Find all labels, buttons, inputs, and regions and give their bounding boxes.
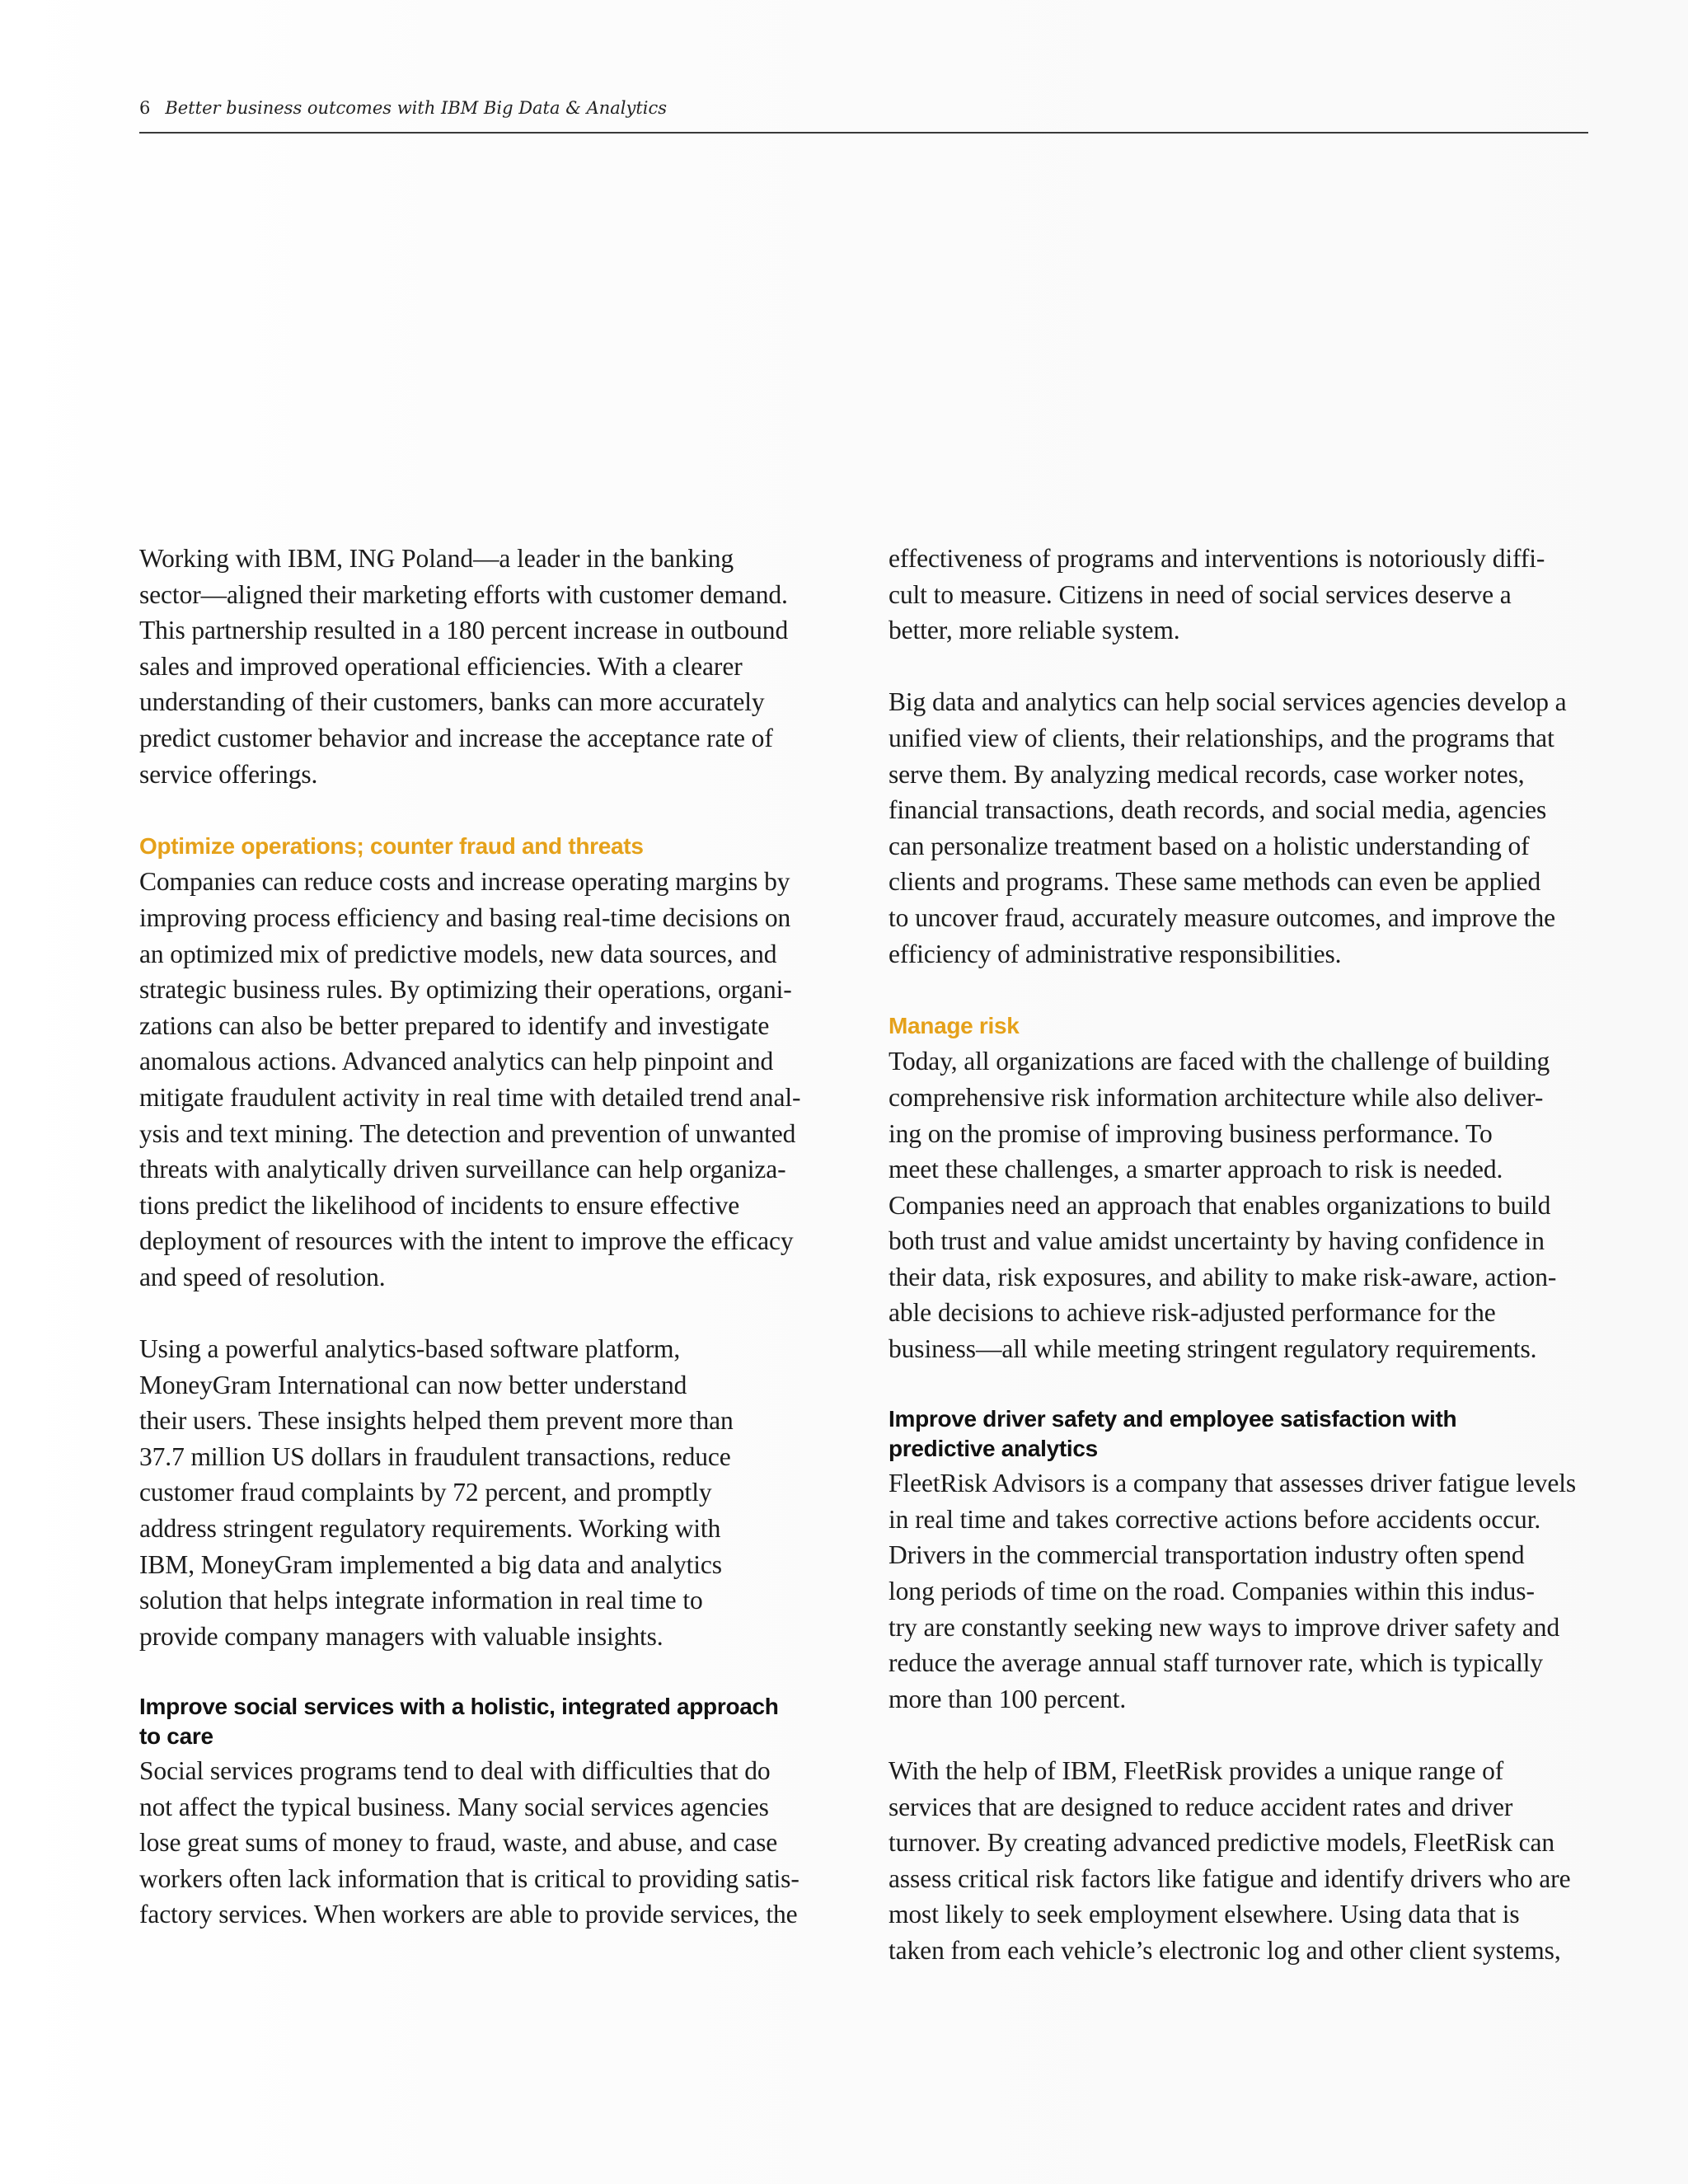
right-column [889,541,1587,2004]
paragraph-fleetrisk-ibm: With the help of IBM, FleetRisk provides a unique range of services that are designed to reduce accident rates and driver turnover. By creating advanced predictive models, FleetRisk can assess critical risk factors like fatigue and identify drivers who are most likely to seek employment elsewhere. Using data that is taken from each vehicle’s electronic log and other client systems, [889,1756,1571,1965]
heading-manage-risk: Manage risk [889,1012,1020,1038]
paragraph-big-data-social: Big data and analytics can help social services agencies develop a unified view of clients, their relationships, and the programs that serve them. By analyzing medical records, case worker notes, financial transactions, death records, and social media, agencies can personalize treatment based on a holistic understanding of clients and programs. These same methods can even be applied to uncover fraud, accurately measure outcomes, and improve the efficiency of administrative responsibilities. [889,687,1567,968]
heading-social-services: Improve social services with a holistic, integrated approach to care [139,1694,779,1749]
paragraph-effectiveness: effectiveness of programs and interventions is notoriously diffi- cult to measure. Citizens in need of social services deserve a better, more reliable system. [889,544,1545,645]
left-column [139,541,838,1969]
paragraph-ing-poland: Working with IBM, ING Poland—a leader in the banking sector—aligned their marketing efforts with customer demand. This partnership resulted in a 180 percent increase in outbound sales and improved operational efficiencies. With a clearer understanding of their customers, banks can more accurately predict customer behavior and increase the acceptance rate of service offerings. [139,544,789,789]
heading-driver-safety: Improve driver safety and employee satisfaction with predictive analytics [889,1406,1457,1462]
document-title: Better business outcomes with IBM Big Data & Analytics [165,98,668,118]
paragraph-fleetrisk: FleetRisk Advisors is a company that assesses driver fatigue levels in real time and takes corrective actions before accidents occur. Drivers in the commercial transportation industry often spend long periods of time on the road. Companies within this indus- try are constantly seeking new ways to improve driver safety and reduce the average annual staff turnover rate, which is typically more than 100 percent. [889,1469,1577,1713]
heading-optimize-operations: Optimize operations; counter fraud and threats [139,832,644,859]
paragraph-social-services: Social services programs tend to deal with difficulties that do not affect the typical business. Many social services agencies lose great sums of money to fraud, waste, and abuse, and case workers often lack information that is critical to providing satis- factory services. When workers are able to provide services, the [139,1756,799,1929]
running-header [139,96,1588,134]
paragraph-moneygram: Using a powerful analytics-based software platform, MoneyGram International can now better understand their users. These insights helped them prevent more than 37.7 million US dollars in fraudulent transactions, reduce customer fraud complaints by 72 percent, and promptly address stringent regulatory requirements. Working with IBM, MoneyGram implemented a big data and analytics solution that helps integrate information in real time to provide company managers with valuable insights. [139,1334,734,1651]
paragraph-optimize-operations: Companies can reduce costs and increase operating margins by improving process efficiency and basing real-time decisions on an optimized mix of predictive models, new data sources, and strategic business rules. By optimizing their operations, organi- zations can also be better prepared to identify and investigate anomalous actions. Advanced analytics can help pinpoint and mitigate fraudulent activity in real time with detailed trend anal- ysis and text mining. The detection and prevention of unwanted threats with analytically driven surveillance can help organiza- tions predict the likelihood of incidents to ensure effective deployment of resources with the intent to improve the efficacy and speed of resolution. [139,867,801,1291]
paragraph-manage-risk: Today, all organizations are faced with the challenge of building comprehensive risk information architecture while also deliver- ing on the promise of improving business performance. To meet these challenges, a smarter approach to risk is needed. Companies need an approach that enables organizations to build both trust and value amidst uncertainty by having confidence in their data, risk exposures, and ability to make risk-aware, action- able decisions to achieve risk-adjusted performance for the business—all while meeting stringent regulatory requirements. [889,1047,1557,1364]
page-number: 6 [139,98,151,118]
